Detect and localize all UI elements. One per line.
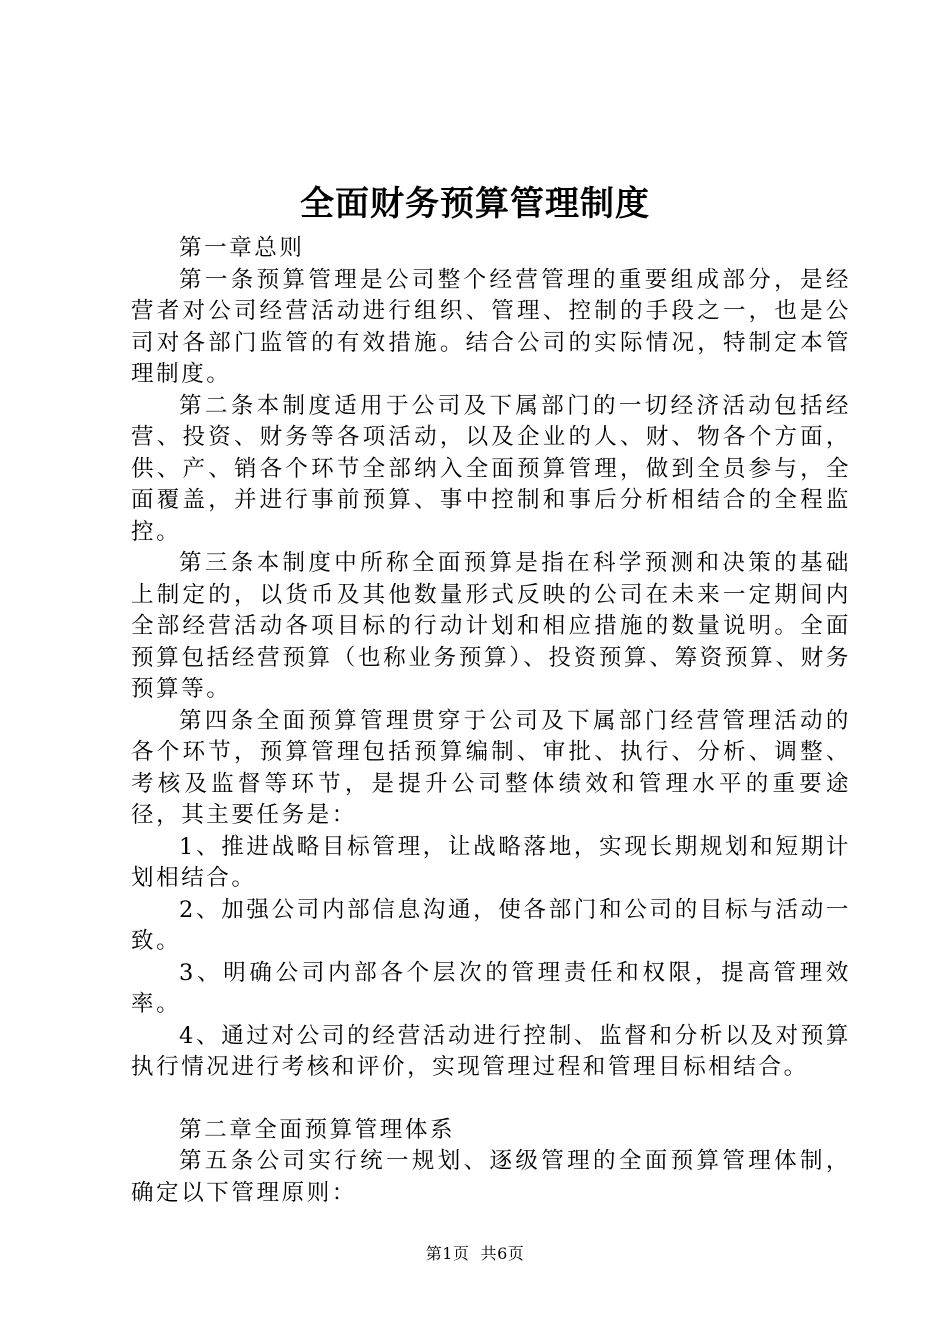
list-item: 4、通过对公司的经营活动进行控制、监督和分析以及对预算执行情况进行考核和评价，实现管理过程和管理目标相结合。 [131,1022,851,1080]
list-item: 1、推进战略目标管理，让战略落地，实现长期规划和短期计划相结合。 [131,833,851,891]
list-item: 2、加强公司内部信息沟通，使各部门和公司的目标与活动一致。 [131,896,851,954]
page-footer [0,1243,950,1265]
article-paragraph: 第五条公司实行统一规划、逐级管理的全面预算管理体制，确定以下管理原则： [131,1148,851,1206]
page-number: 第1页 [425,1244,470,1263]
article-paragraph: 第三条本制度中所称全面预算是指在科学预测和决策的基础上制定的，以货币及其他数量形式反映的公司在未来一定期间内全部经营活动各项目标的行动计划和相应措施的数量说明。全面预算包括经营预算（也称业务预算）、投资预算、筹资预算、财务预算等。 [131,550,851,702]
article-paragraph: 第二条本制度适用于公司及下属部门的一切经济活动包括经营、投资、财务等各项活动，以及企业的人、财、物各个方面，供、产、销各个环节全部纳入全面预算管理，做到全员参与，全面覆盖，并进行事前预算、事中控制和事后分析相结合的全程监控。 [131,392,851,545]
document-body [131,233,851,1209]
chapter-heading: 第二章全面预算管理体系 [179,1116,456,1143]
chapter-heading: 第一章总则 [179,235,305,261]
list-item: 3、明确公司内部各个层次的管理责任和权限，提高管理效率。 [131,959,851,1017]
page-total: 共6页 [480,1244,525,1263]
document-title: 全面财务预算管理制度 [300,184,650,224]
article-paragraph: 第一条预算管理是公司整个经营管理的重要组成部分，是经营者对公司经营活动进行组织、管理、控制的手段之一，也是公司对各部门监管的有效措施。结合公司的实际情况，特制定本管理制度。 [131,266,851,387]
article-paragraph: 第四条全面预算管理贯穿于公司及下属部门经营管理活动的各个环节，预算管理包括预算编制、审批、执行、分析、调整、考核及监督等环节，是提升公司整体绩效和管理水平的重要途径，其主要任务是： [131,707,851,828]
section-spacer [131,1084,851,1115]
